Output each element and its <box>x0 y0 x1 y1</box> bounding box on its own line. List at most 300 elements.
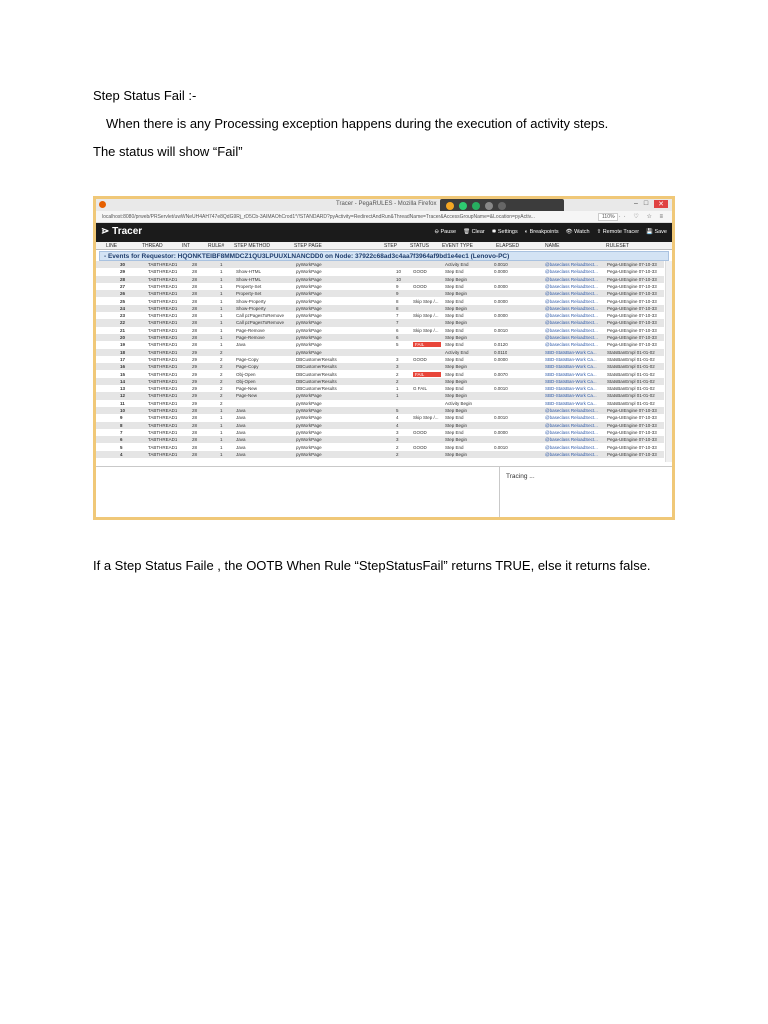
cell-elapsed: 0.0120 <box>494 342 508 348</box>
requestor-bar[interactable]: - Events for Requestor: HQONKTEIBF8MMDCZ1QU3LPUUXLNANCDD0 on Node: 37922c68ad3c4aa7f3964af9bd1e4ec1 (Lenovo-PC) <box>99 251 669 261</box>
cell-step: 3 <box>396 364 399 370</box>
cell-elapsed: 0.0010 <box>494 444 508 450</box>
cell-line: 9 <box>120 415 123 421</box>
cell-status: GOOD <box>413 444 427 450</box>
settings-button[interactable]: ✱ Settings <box>491 229 518 235</box>
cell-int: 29 <box>192 400 198 406</box>
cell-step: 7 <box>396 313 399 319</box>
paragraph-line-2: The status will show “Fail” <box>93 144 243 159</box>
cell-name: @baseclass ReloadSect... <box>545 262 598 267</box>
cell-line: 16 <box>120 364 126 370</box>
cell-page: DBCustomerResults <box>296 371 337 377</box>
cell-step: 1 <box>396 393 399 399</box>
cell-page: DBCustomerResults <box>296 378 337 384</box>
cell-rule: 1 <box>220 276 223 282</box>
cell-page: pyWorkPage <box>296 283 322 289</box>
cell-name: @baseclass ReloadSect... <box>545 451 598 457</box>
cell-line: 30 <box>120 262 126 267</box>
cell-method: Java <box>236 429 246 435</box>
cell-name: SBD-StatsBan-Work Ca... <box>545 371 597 377</box>
cell-method: Call pzPagesToRemove <box>236 313 285 319</box>
cell-rule: 1 <box>220 437 223 443</box>
cell-method: Page-Copy <box>236 364 259 370</box>
cell-thread: TABTHREAD1 <box>148 386 178 392</box>
cell-event: Step Begin <box>445 422 468 428</box>
cell-line: 12 <box>120 393 126 399</box>
table-row[interactable] <box>96 334 664 341</box>
cell-method: Page-Copy <box>236 356 259 362</box>
table-row[interactable] <box>96 268 664 275</box>
cell-method: Call pzPagesToRemove <box>236 320 285 326</box>
cell-elapsed: 0.0110 <box>494 349 508 355</box>
cell-step: 1 <box>396 386 399 392</box>
cell-name: @baseclass ReloadSect... <box>545 408 598 413</box>
cell-line: 19 <box>120 342 126 348</box>
cell-method: Java <box>236 415 246 421</box>
cell-status: FAIL <box>413 342 441 347</box>
cell-status: G FAIL <box>413 386 428 392</box>
cell-method: Java <box>236 342 246 348</box>
cell-status: Skip Step /... <box>413 313 439 319</box>
table-row[interactable] <box>96 290 664 297</box>
cell-event: Step End <box>445 283 464 289</box>
cell-method: Java <box>236 422 246 428</box>
cell-rule: 1 <box>220 422 223 428</box>
table-row[interactable] <box>96 276 664 283</box>
save-button[interactable]: 💾 Save <box>646 229 667 235</box>
cell-ruleset: StatsBanEmpl 01-01-02 <box>607 393 655 399</box>
cell-event: Activity End <box>445 262 469 267</box>
remote-tracer-button[interactable]: ⇧ Remote Tracer <box>596 229 640 235</box>
cell-event: Step End <box>445 371 464 377</box>
cell-name: SBD-StatsBan-Work Ca... <box>545 378 597 384</box>
cell-rule: 1 <box>220 429 223 435</box>
cell-event: Step End <box>445 415 464 421</box>
table-row[interactable] <box>96 305 664 312</box>
cell-page: pyWorkPage <box>296 269 322 275</box>
cell-int: 28 <box>192 429 198 435</box>
cell-rule: 1 <box>220 291 223 297</box>
table-row[interactable] <box>96 400 664 407</box>
cell-name: SBD-StatsBan-Work Ca... <box>545 386 597 392</box>
cell-line: 21 <box>120 327 126 333</box>
cell-ruleset: StatsBanEmpl 01-01-02 <box>607 378 655 384</box>
minimize-icon[interactable]: – <box>633 200 638 207</box>
cell-method: Java <box>236 408 246 413</box>
cell-line: 28 <box>120 276 126 282</box>
tracer-header <box>96 223 672 242</box>
cell-method: Show-Property <box>236 298 266 304</box>
cell-rule: 1 <box>220 335 223 340</box>
cell-ruleset: Pega-UIEngine 07-10-33 <box>607 276 657 282</box>
cell-elapsed: 0.0000 <box>494 429 508 435</box>
cell-ruleset: Pega-UIEngine 07-10-33 <box>607 451 657 457</box>
cell-name: @baseclass ReloadSect... <box>545 291 598 297</box>
close-icon[interactable]: ✕ <box>654 200 668 208</box>
cell-ruleset: Pega-UIEngine 07-10-33 <box>607 342 657 348</box>
cell-ruleset: Pega-UIEngine 07-10-33 <box>607 444 657 450</box>
cell-event: Step Begin <box>445 335 468 340</box>
cell-event: Step End <box>445 269 464 275</box>
col-ruleset[interactable]: RULESET <box>606 243 630 249</box>
cell-method: Show-HTML <box>236 269 262 275</box>
cell-page: pyWorkPage <box>296 349 322 355</box>
cell-event: Step End <box>445 386 464 392</box>
cell-page: pyWorkPage <box>296 437 322 443</box>
cell-ruleset: Pega-UIEngine 07-10-33 <box>607 408 657 413</box>
cell-event: Step Begin <box>445 408 468 413</box>
table-row[interactable] <box>96 392 664 399</box>
grey-circle-icon[interactable] <box>485 202 493 210</box>
cell-line: 20 <box>120 335 126 340</box>
cell-thread: TABTHREAD1 <box>148 283 178 289</box>
col-line[interactable]: LINE <box>106 243 118 249</box>
cell-rule: 1 <box>220 320 223 326</box>
cell-int: 29 <box>192 364 198 370</box>
cell-name: SBD-StatsBan-Work Ca... <box>545 400 597 406</box>
cell-step: 5 <box>396 408 399 413</box>
url-text[interactable]: localhost:8080/prweb/PRServlet/uwWNeUH4AH747e8QdG9Rj_rD5Cb-3AIMAOhCrod1*/!STANDARD?pyActivity=RedirectAndRun&ThreadName=Tracer&AccessGroupName=&Location=pyActiv... <box>102 214 535 220</box>
cell-name: @baseclass ReloadSect... <box>545 429 598 435</box>
cell-page: pyWorkPage <box>296 320 322 326</box>
table-row[interactable] <box>96 349 664 356</box>
cell-rule: 2 <box>220 400 223 406</box>
cell-page: pyWorkPage <box>296 342 322 348</box>
cell-thread: TABTHREAD1 <box>148 305 178 311</box>
cell-thread: TABTHREAD1 <box>148 262 178 267</box>
cell-step: 2 <box>396 451 399 457</box>
table-row[interactable] <box>96 261 664 268</box>
cell-line: 27 <box>120 283 126 289</box>
cell-int: 28 <box>192 269 198 275</box>
table-row[interactable] <box>96 312 664 319</box>
cell-int: 28 <box>192 291 198 297</box>
cell-ruleset: Pega-UIEngine 07-10-33 <box>607 437 657 443</box>
cell-name: @baseclass ReloadSect... <box>545 313 598 319</box>
cell-thread: TABTHREAD1 <box>148 415 178 421</box>
cell-elapsed: 0.0010 <box>494 262 508 267</box>
cell-page: pyWorkPage <box>296 429 322 435</box>
table-row[interactable] <box>96 341 664 348</box>
cell-int: 28 <box>192 415 198 421</box>
cell-page: pyWorkPage <box>296 422 322 428</box>
table-row[interactable] <box>96 436 664 443</box>
zoom-level[interactable]: 110% <box>598 213 618 221</box>
table-row[interactable] <box>96 422 664 429</box>
cell-int: 28 <box>192 335 198 340</box>
cell-line: 13 <box>120 386 126 392</box>
cell-rule: 1 <box>220 305 223 311</box>
table-row[interactable] <box>96 444 664 451</box>
cell-int: 29 <box>192 386 198 392</box>
cell-rule: 1 <box>220 444 223 450</box>
cell-step: 9 <box>396 283 399 289</box>
table-row[interactable] <box>96 429 664 436</box>
col-int[interactable]: INT <box>182 243 191 249</box>
cell-page: DBCustomerResults <box>296 364 337 370</box>
cell-ruleset: Pega-UIEngine 07-10-33 <box>607 291 657 297</box>
cell-event: Activity Begin <box>445 400 473 406</box>
cell-step: 10 <box>396 276 402 282</box>
table-row[interactable] <box>96 327 664 334</box>
col-elapsed[interactable]: ELAPSED <box>496 243 520 249</box>
cell-page: pyWorkPage <box>296 276 322 282</box>
cell-rule: 2 <box>220 349 223 355</box>
table-row[interactable] <box>96 319 664 326</box>
cell-step: 8 <box>396 298 399 304</box>
cell-name: @baseclass ReloadSect... <box>545 305 598 311</box>
cell-ruleset: Pega-UIEngine 07-10-33 <box>607 320 657 326</box>
breakpoints-button[interactable]: ◐ Breakpoints <box>524 229 559 235</box>
cell-thread: TABTHREAD1 <box>148 444 178 450</box>
cell-step: 3 <box>396 429 399 435</box>
cell-page: pyWorkPage <box>296 291 322 297</box>
col-step-method[interactable]: STEP METHOD <box>234 243 271 249</box>
table-row[interactable] <box>96 385 664 392</box>
cell-event: Step End <box>445 356 464 362</box>
cell-line: 14 <box>120 378 126 384</box>
cell-ruleset: Pega-UIEngine 07-10-33 <box>607 269 657 275</box>
cell-event: Step Begin <box>445 437 468 443</box>
cell-method: Page-Remove <box>236 327 265 333</box>
cell-step: 6 <box>396 327 399 333</box>
cell-thread: TABTHREAD1 <box>148 408 178 413</box>
cell-line: 22 <box>120 320 126 326</box>
cell-name: @baseclass ReloadSect... <box>545 269 598 275</box>
cell-event: Step End <box>445 327 464 333</box>
table-row[interactable] <box>96 407 664 414</box>
col-step-page[interactable]: STEP PAGE <box>294 243 322 249</box>
cell-line: 24 <box>120 305 126 311</box>
tracer-logo: ⋗ Tracer <box>101 226 143 237</box>
cell-thread: TABTHREAD1 <box>148 371 178 377</box>
green-circle-icon-2[interactable] <box>472 202 480 210</box>
cell-thread: TABTHREAD1 <box>148 349 178 355</box>
cell-thread: TABTHREAD1 <box>148 291 178 297</box>
cell-name: @baseclass ReloadSect... <box>545 327 598 333</box>
green-circle-icon[interactable] <box>459 202 467 210</box>
cell-event: Step Begin <box>445 378 468 384</box>
cell-method: Page-Remove <box>236 335 265 340</box>
cell-step: 5 <box>396 342 399 348</box>
cell-rule: 2 <box>220 356 223 362</box>
cell-event: Activity End <box>445 349 469 355</box>
cell-elapsed: 0.0000 <box>494 298 508 304</box>
cell-ruleset: Pega-UIEngine 07-10-33 <box>607 335 657 340</box>
cell-event: Step Begin <box>445 451 468 457</box>
cell-rule: 1 <box>220 451 223 457</box>
cell-name: @baseclass ReloadSect... <box>545 415 598 421</box>
col-status[interactable]: STATUS <box>410 243 429 249</box>
cell-page: pyWorkPage <box>296 415 322 421</box>
cell-rule: 2 <box>220 393 223 399</box>
watch-button[interactable]: 👁 Watch <box>565 229 590 235</box>
cell-event: Step Begin <box>445 320 468 326</box>
table-row[interactable] <box>96 283 664 290</box>
cell-line: 18 <box>120 349 126 355</box>
cell-rule: 2 <box>220 364 223 370</box>
cell-method: Page-New <box>236 393 258 399</box>
cell-ruleset: Pega-UIEngine 07-10-33 <box>607 313 657 319</box>
col-thread[interactable]: THREAD <box>142 243 163 249</box>
cell-ruleset: Pega-UIEngine 07-10-33 <box>607 283 657 289</box>
orange-circle-icon[interactable] <box>446 202 454 210</box>
cell-event: Step End <box>445 444 464 450</box>
pause-button[interactable]: ⊖ Pause <box>434 229 457 235</box>
cell-page: pyWorkPage <box>296 400 322 406</box>
cell-line: 15 <box>120 371 126 377</box>
cell-elapsed: 0.0070 <box>494 371 508 377</box>
cell-ruleset: Pega-UIEngine 07-10-33 <box>607 262 657 267</box>
maximize-icon[interactable]: □ <box>643 200 649 207</box>
cell-method: Property-Set <box>236 291 262 297</box>
cell-ruleset: Pega-UIEngine 07-10-33 <box>607 327 657 333</box>
cell-page: DBCustomerResults <box>296 356 337 362</box>
table-row[interactable] <box>96 363 664 370</box>
cell-rule: 2 <box>220 371 223 377</box>
cell-int: 28 <box>192 422 198 428</box>
window-title: Tracer - PegaRULES - Mozilla Firefox <box>336 201 437 207</box>
cell-elapsed: 0.0010 <box>494 386 508 392</box>
cell-elapsed: 0.0010 <box>494 327 508 333</box>
cell-page: pyWorkPage <box>296 335 322 340</box>
cell-thread: TABTHREAD1 <box>148 356 178 362</box>
cell-int: 28 <box>192 313 198 319</box>
cell-thread: TABTHREAD1 <box>148 320 178 326</box>
cell-int: 29 <box>192 349 198 355</box>
table-row[interactable] <box>96 298 664 305</box>
cell-page: pyWorkPage <box>296 313 322 319</box>
cell-event: Step End <box>445 313 464 319</box>
cell-name: SBD-StatsBan-Work Ca... <box>545 393 597 399</box>
vertical-scrollbar[interactable] <box>665 261 672 462</box>
cell-step: 3 <box>396 437 399 443</box>
cell-method: Property-Set <box>236 283 262 289</box>
cell-status: GOOD <box>413 356 427 362</box>
table-row[interactable] <box>96 414 664 421</box>
browser-toolbar-icons[interactable]: ··· ♡ ☆ ≡ <box>613 214 666 220</box>
cell-name: @baseclass ReloadSect... <box>545 320 598 326</box>
cell-rule: 1 <box>220 313 223 319</box>
cell-name: SBD-StatsBan-Work Ca... <box>545 364 597 370</box>
cell-thread: TABTHREAD1 <box>148 429 178 435</box>
cell-step: 2 <box>396 444 399 450</box>
detail-pane <box>96 466 672 517</box>
tracing-status: Tracing ... <box>506 473 535 480</box>
cell-int: 29 <box>192 393 198 399</box>
cell-method: Java <box>236 451 246 457</box>
cell-ruleset: StatsBanEmpl 01-01-02 <box>607 371 655 377</box>
cell-int: 28 <box>192 408 198 413</box>
cell-line: 7 <box>120 429 123 435</box>
cell-ruleset: StatsBanEmpl 01-01-02 <box>607 356 655 362</box>
cell-int: 28 <box>192 320 198 326</box>
cell-ruleset: StatsBanEmpl 01-01-02 <box>607 386 655 392</box>
cell-thread: TABTHREAD1 <box>148 313 178 319</box>
col-rule[interactable]: RULE# <box>208 243 225 249</box>
cell-name: SBD-StatsBan-Work Ca... <box>545 349 597 355</box>
cell-page: pyWorkPage <box>296 305 322 311</box>
cell-thread: TABTHREAD1 <box>148 276 178 282</box>
clear-button[interactable]: 🗑 Clear <box>463 229 485 235</box>
col-name[interactable]: NAME <box>545 243 560 249</box>
cell-int: 28 <box>192 305 198 311</box>
cell-step: 9 <box>396 291 399 297</box>
cell-thread: TABTHREAD1 <box>148 400 178 406</box>
cell-line: 23 <box>120 313 126 319</box>
cell-name: @baseclass ReloadSect... <box>545 283 598 289</box>
cell-elapsed: 0.0000 <box>494 356 508 362</box>
window-titlebar <box>96 199 672 211</box>
cell-rule: 1 <box>220 298 223 304</box>
cell-step: 2 <box>396 378 399 384</box>
cell-name: @baseclass ReloadSect... <box>545 437 598 443</box>
cell-rule: 1 <box>220 269 223 275</box>
cell-status: Skip Step /... <box>413 298 439 304</box>
table-row[interactable] <box>96 378 664 385</box>
cell-page: pyWorkPage <box>296 393 322 399</box>
firefox-icon <box>99 201 106 208</box>
tracer-screenshot <box>93 196 675 520</box>
table-row[interactable] <box>96 451 664 458</box>
cell-line: 29 <box>120 269 126 275</box>
cell-thread: TABTHREAD1 <box>148 342 178 348</box>
cell-name: @baseclass ReloadSect... <box>545 444 598 450</box>
cell-event: Step End <box>445 298 464 304</box>
cell-int: 28 <box>192 327 198 333</box>
cell-int: 28 <box>192 437 198 443</box>
cell-line: 4 <box>120 451 123 457</box>
cell-line: 6 <box>120 437 123 443</box>
cell-thread: TABTHREAD1 <box>148 422 178 428</box>
cell-step: 3 <box>396 356 399 362</box>
cell-int: 29 <box>192 371 198 377</box>
cell-rule: 1 <box>220 327 223 333</box>
cell-int: 28 <box>192 444 198 450</box>
cell-int: 28 <box>192 451 198 457</box>
pane-divider[interactable] <box>499 467 500 517</box>
cell-int: 29 <box>192 356 198 362</box>
cell-name: SBD-StatsBan-Work Ca... <box>545 356 597 362</box>
cell-page: pyWorkPage <box>296 327 322 333</box>
address-bar[interactable] <box>96 211 672 223</box>
cell-status: Skip Step /... <box>413 327 439 333</box>
cell-ruleset: StatsBanEmpl 01-01-02 <box>607 400 655 406</box>
paragraph-line-1: When there is any Processing exception happens during the execution of activity steps. <box>106 116 609 131</box>
grey-circle-icon-2[interactable] <box>498 202 506 210</box>
cell-method: Show-HTML <box>236 276 262 282</box>
cell-page: pyWorkPage <box>296 262 322 267</box>
cell-event: Step End <box>445 429 464 435</box>
cell-line: 5 <box>120 444 123 450</box>
cell-line: 11 <box>120 400 125 406</box>
cell-ruleset: Pega-UIEngine 07-10-33 <box>607 422 657 428</box>
cell-name: @baseclass ReloadSect... <box>545 422 598 428</box>
cell-elapsed: 0.0000 <box>494 313 508 319</box>
cell-elapsed: 0.0000 <box>494 283 508 289</box>
table-row[interactable] <box>96 371 664 378</box>
cell-line: 25 <box>120 298 126 304</box>
cell-ruleset: Pega-UIEngine 07-10-33 <box>607 429 657 435</box>
cell-int: 28 <box>192 298 198 304</box>
cell-event: Step Begin <box>445 291 468 297</box>
col-event-type[interactable]: EVENT TYPE <box>442 243 473 249</box>
table-row[interactable] <box>96 356 664 363</box>
cell-thread: TABTHREAD1 <box>148 335 178 340</box>
col-step[interactable]: STEP <box>384 243 398 249</box>
cell-elapsed: 0.0000 <box>494 269 508 275</box>
cell-step: 2 <box>396 371 399 377</box>
